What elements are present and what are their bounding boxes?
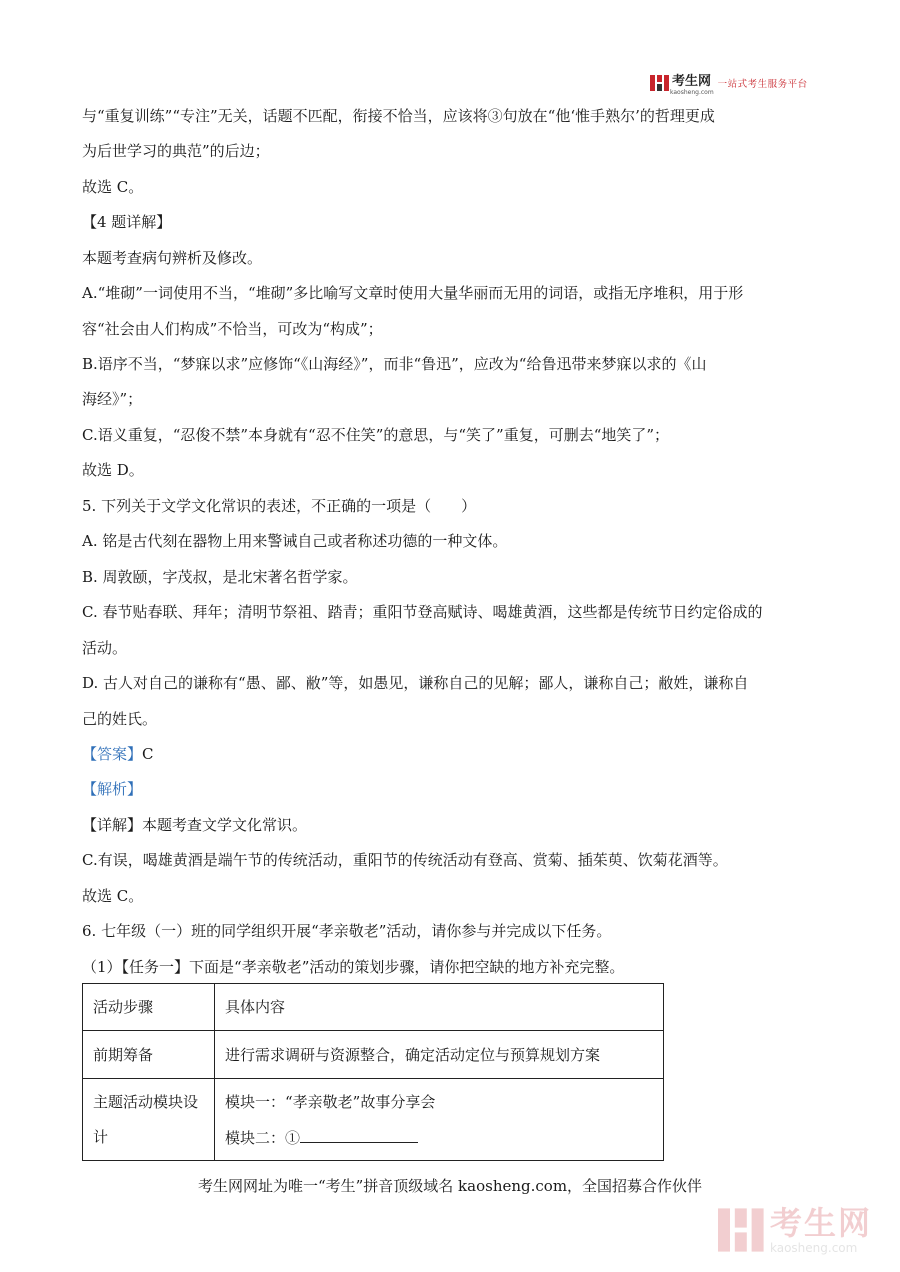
option-d: D. 古人对自己的谦称有“愚、鄙、敝”等，如愚见，谦称自己的见解；鄙人，谦称自己；敝姓，谦称自 xyxy=(82,674,749,692)
header-logo xyxy=(650,72,808,94)
table-header-row xyxy=(83,984,664,1031)
table-cell: 进行需求调研与资源整合，确定活动定位与预算规划方案 xyxy=(215,1031,664,1079)
table-cell: 具体内容 xyxy=(215,984,664,1031)
table-cell: 模块一：“孝亲敬老”故事分享会 模块二：① xyxy=(215,1079,664,1161)
watermark-name: 考生网 xyxy=(770,1204,873,1242)
text-line: 为后世学习的典范”的后边； xyxy=(82,142,270,160)
answer-line xyxy=(82,744,154,764)
table-row xyxy=(83,1079,664,1161)
module-two-label: 模块二：① xyxy=(225,1129,301,1147)
text-line: A.“堆砌”一词使用不当，“堆砌”多比喻写文章时使用大量华丽而无用的词语，或指无序堆积，用于形 xyxy=(82,284,744,302)
activity-plan-table xyxy=(82,983,664,1161)
option-d-cont: 己的姓氏。 xyxy=(82,710,158,728)
detail-line: C.有误，喝雄黄酒是端午节的传统活动，重阳节的传统活动有登高、赏菊、插茱萸、饮菊花酒等。 xyxy=(82,851,728,869)
table-cell: 活动步骤 xyxy=(83,984,215,1031)
task-one: （1）【任务一】下面是“孝亲敬老”活动的策划步骤，请你把空缺的地方补充完整。 xyxy=(82,958,625,976)
text-line: 与“重复训练”“专注”无关，话题不匹配，衔接不恰当，应该将③句放在“他‘惟手熟尔’的哲理更成 xyxy=(82,107,715,125)
option-c-cont: 活动。 xyxy=(82,639,128,657)
text-line: 海经》”； xyxy=(82,390,143,408)
option-b: B. 周敦颐，字茂叔，是北宋著名哲学家。 xyxy=(82,568,358,586)
detail-line: 故选 C。 xyxy=(82,887,144,905)
logo-name: 考生网 xyxy=(672,74,712,89)
table-cell: 主题活动模块设 计 xyxy=(83,1079,215,1161)
logo-domain: kaosheng.com xyxy=(670,89,714,96)
kaosheng-logo-icon xyxy=(650,73,670,93)
option-a: A. 铭是古代刻在器物上用来警诫自己或者称述功德的一种文体。 xyxy=(82,532,508,550)
question-6: 6. 七年级（一）班的同学组织开展“孝亲敬老”活动，请你参与并完成以下任务。 xyxy=(82,922,612,940)
answer-blank xyxy=(300,1127,418,1143)
question-5: 5. 下列关于文学文化常识的表述，不正确的一项是（ ） xyxy=(82,497,477,515)
table-cell: 前期筹备 xyxy=(83,1031,215,1079)
watermark-domain: kaosheng.com xyxy=(770,1241,858,1255)
analysis-label: 【解析】 xyxy=(82,780,143,798)
answer-value: C xyxy=(142,745,154,763)
option-c: C. 春节贴春联、拜年；清明节祭祖、踏青；重阳节登高赋诗、喝雄黄酒，这些都是传统节日约定俗成的 xyxy=(82,603,763,621)
kaosheng-watermark-icon xyxy=(718,1206,766,1254)
text-line: 故选 D。 xyxy=(82,461,144,479)
text-line: B.语序不当，“梦寐以求”应修饰“《山海经》”，而非“鲁迅”，应改为“给鲁迅带来梦寐以求的《山 xyxy=(82,355,707,373)
page-footer: 考生网网址为唯一“考生”拼音顶级域名 kaosheng.com，全国招募合作伙伴 xyxy=(197,1177,703,1195)
watermark xyxy=(718,1200,872,1260)
section-heading: 【4 题详解】 xyxy=(82,213,172,231)
detail-line: 【详解】本题考查文学文化常识。 xyxy=(82,816,308,834)
answer-label: 【答案】 xyxy=(82,745,143,763)
text-line: 容“社会由人们构成”不恰当，可改为“构成”； xyxy=(82,320,383,338)
table-row xyxy=(83,1031,664,1079)
text-line: C.语义重复，“忍俊不禁”本身就有“忍不住笑”的意思，与“笑了”重复，可删去“地笑了”； xyxy=(82,426,670,444)
logo-slogan: 一站式考生服务平台 xyxy=(717,79,808,90)
text-line: 故选 C。 xyxy=(82,178,144,196)
text-line: 本题考查病句辨析及修改。 xyxy=(82,249,263,267)
